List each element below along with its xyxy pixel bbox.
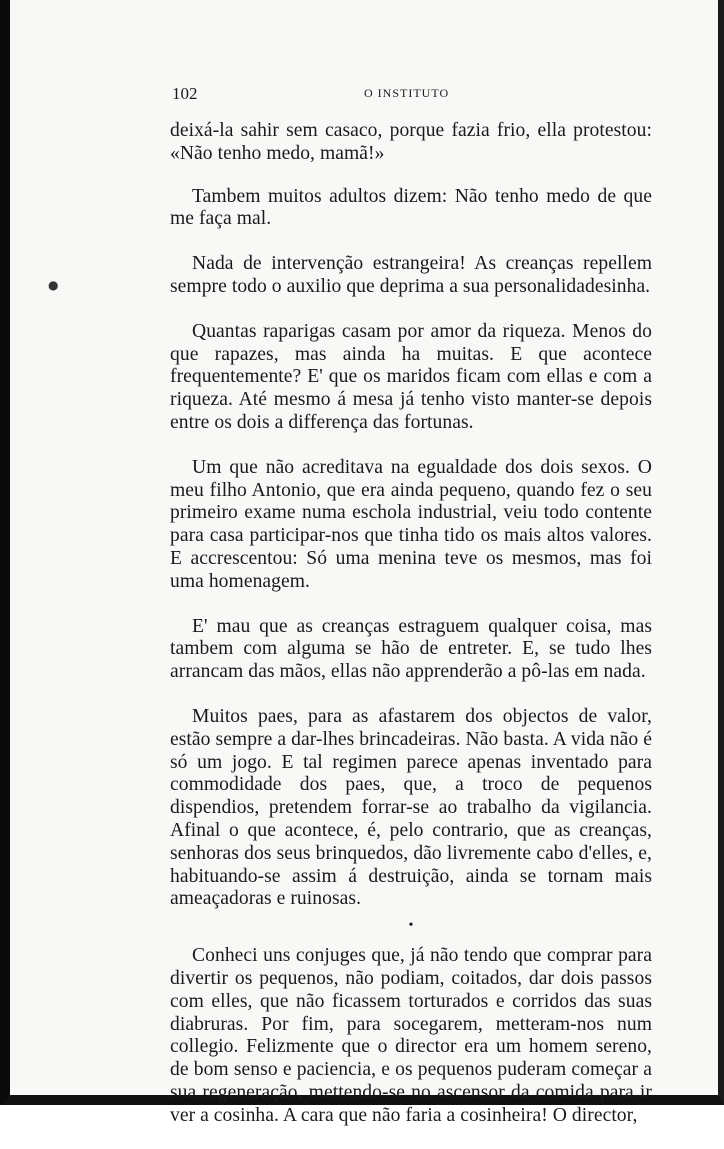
paragraph: deixá-la sahir sem casaco, porque fazia frio, ella protestou: «Não tenho medo, mamã!» [170,120,652,164]
margin-mark: ● [48,278,59,292]
page-header [170,84,652,110]
body-text [170,120,652,1127]
page-content [170,84,652,1149]
section-separator: • [408,918,414,934]
paragraph: Um que não acreditava na egualdade dos dois sexos. O meu filho Antonio, que era ainda pequeno, quando fez o seu primeiro exame numa eschola industrial, veiu todo contente para casa participar-nos que tinha tido os mais altos valores. E accrescentou: Só uma menina teve os mesmos, mas foi uma homenagem. [170,456,652,592]
running-title: O INSTITUTO [364,86,450,100]
paragraph: E' mau que as creanças estraguem qualquer coisa, mas tambem com alguma se hão de entreter. E, se tudo lhes arrancam das mãos, ellas não apprenderão a pô-las em nada. [170,615,652,683]
paragraph: Tambem muitos adultos dizem: Não tenho medo de que me faça mal. [170,185,652,230]
paragraph: Conheci uns conjuges que, já não tendo que comprar para divertir os pequenos, não podiam, coitados, dar dois passos com elles, que não ficassem torturados e corridos das suas diabruras. Por fim, para socegarem, metteram-nos num collegio. Felizmente que o director era um homem sereno, de bom senso e paciencia, e os pequenos puderam começar a sua regeneração, mettendo-se no ascensor da comida para ir ver a cosinha. A cara que não faria a cosinheira! O director, [170,945,652,1126]
paragraph: Muitos paes, para as afastarem dos objectos de valor, estão sempre a dar-lhes brincadeiras. Não basta. A vida não é só um jogo. E tal regimen parece apenas inventado para commodidade dos paes, que, a troco de pequenos dispendios, pretendem forrar-se ao trabalho da vigilancia. Afinal o que acontece, é, pelo contrario, que as creanças, senhoras dos seus brinquedos, dão livremente cabo d'elles, e, habituando-se assim á destruição, ainda se tornam mais ameaçadoras e ruinosas. [170,705,652,910]
paragraph: Nada de intervenção estrangeira! As creanças repellem sempre todo o auxilio que deprima a sua personalidadesinha. [170,253,652,297]
paragraph: Quantas raparigas casam por amor da riqueza. Menos do que rapazes, mas ainda ha muitas. E que acontece frequentemente? E' que os maridos ficam com ellas e com a riqueza. Até mesmo á mesa já tenho visto manter-se depois entre os dois a differença das fortunas. [170,320,652,433]
page-number: 102 [172,84,198,103]
